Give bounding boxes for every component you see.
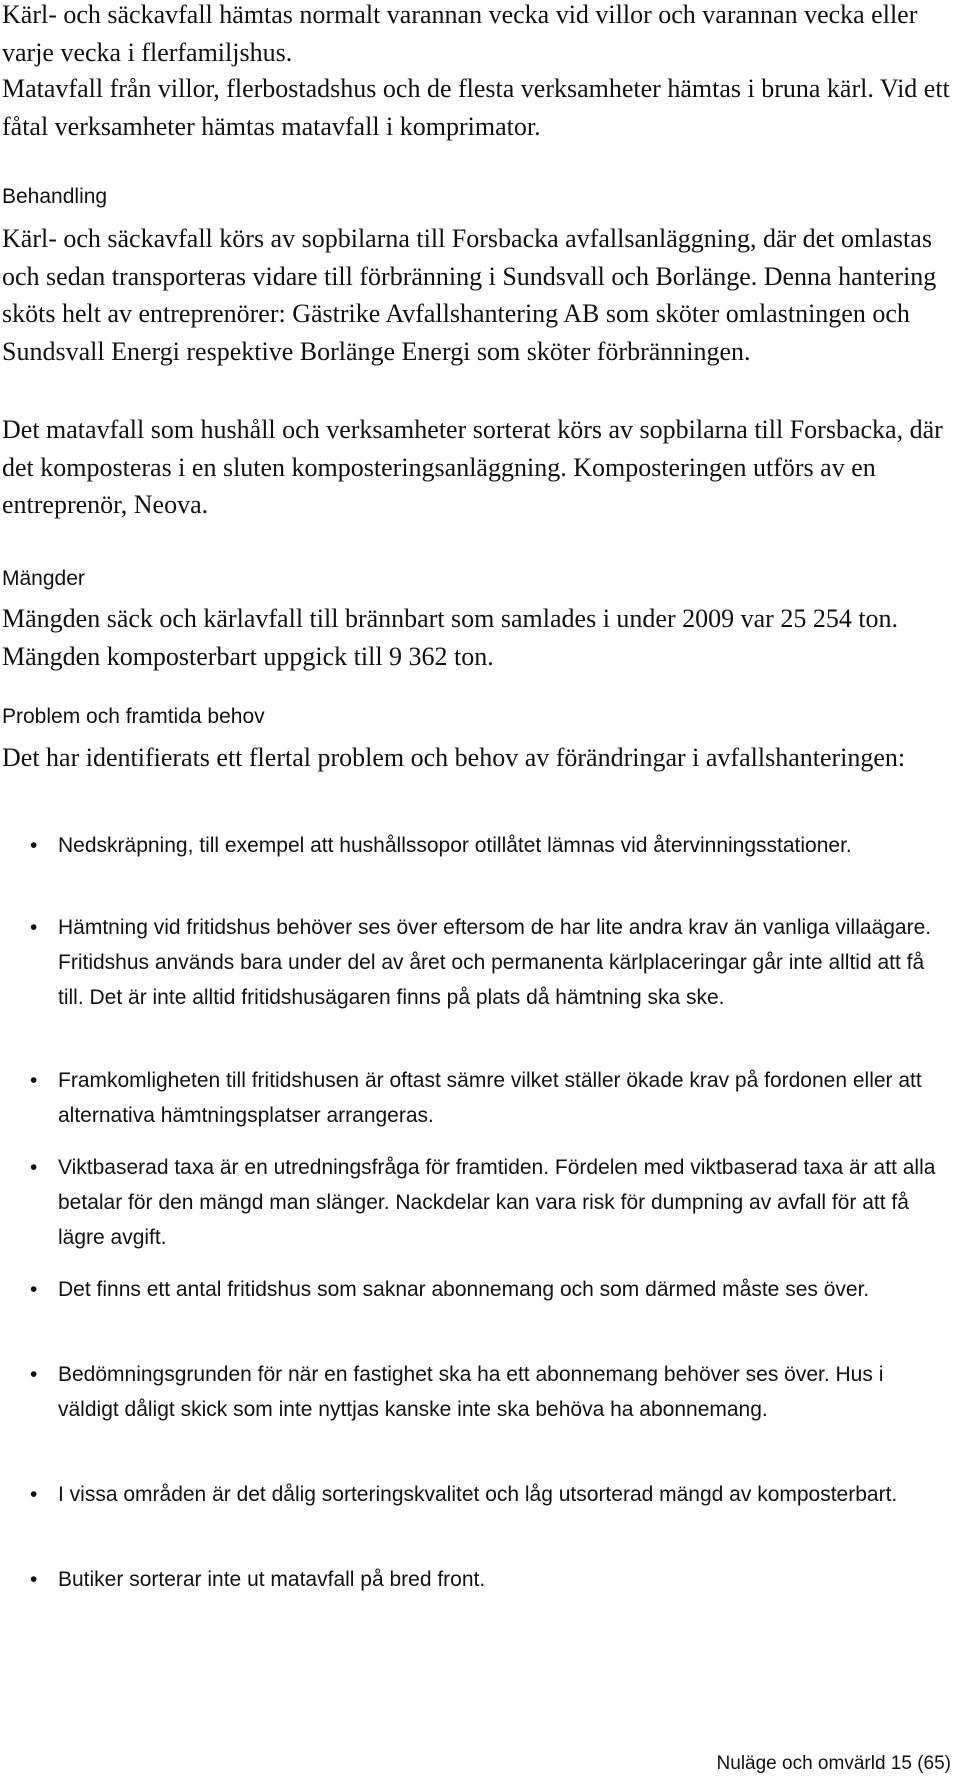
bullet-icon: • xyxy=(30,916,38,939)
list-item-text: I vissa områden är det dålig sorteringskvalitet och låg utsorterad mängd av komposterbart. xyxy=(58,1483,898,1506)
list-item-text: Hämtning vid fritidshus behöver ses över eftersom de har lite andra krav än vanliga villaägare. Fritidshus används bara under del av året och permanenta kärlplaceringar går inte alltid att få till. Det är inte alltid fritidshusägaren finns på plats då hämtning ska ske. xyxy=(58,916,932,1009)
heading-mangder: Mängder xyxy=(2,567,85,590)
heading-behandling: Behandling xyxy=(2,185,108,208)
list-item-text: Bedömningsgrunden för när en fastighet ska ha ett abonnemang behöver ses över. Hus i väldigt dåligt skick som inte nyttjas kanske inte ska behöva ha abonnemang. xyxy=(58,1363,884,1421)
paragraph-composting: Det matavfall som hushåll och verksamheter sorterat körs av sopbilarna till Forsbacka, där det komposteras i en sluten komposteringsanläggning. Komposteringen utförs av en entreprenör, Neova. xyxy=(2,415,943,519)
bullet-icon: • xyxy=(30,1278,38,1301)
bullet-icon: • xyxy=(30,1483,38,1506)
list-item-text: Framkomligheten till fritidshusen är oftast sämre vilket ställer ökade krav på fordonen eller att alternativa hämtningsplatser arrangeras. xyxy=(58,1069,922,1127)
list-item-text: Nedskräpning, till exempel att hushållssopor otillåtet lämnas vid återvinningsstationer. xyxy=(58,834,852,857)
list-item-text: Butiker sorterar inte ut matavfall på bred front. xyxy=(58,1568,486,1591)
paragraph-collection-frequency: Kärl- och säckavfall hämtas normalt varannan vecka vid villor och varannan vecka eller varje vecka i flerfamiljshus. xyxy=(2,0,918,67)
list-item-text: Viktbaserad taxa är en utredningsfråga för framtiden. Fördelen med viktbaserad taxa är att alla betalar för den mängd man slänger. Nackdelar kan vara risk för dumpning av avfall för att få lägre avgift. xyxy=(58,1156,936,1249)
bullet-icon: • xyxy=(30,1156,38,1179)
bullet-icon: • xyxy=(30,1363,38,1386)
bullet-icon: • xyxy=(30,1069,38,1092)
paragraph-problems-intro: Det har identifierats ett flertal problem och behov av förändringar i avfallshanteringen: xyxy=(2,743,906,772)
paragraph-treatment: Kärl- och säckavfall körs av sopbilarna till Forsbacka avfallsanläggning, där det omlastas och sedan transporteras vidare till förbränning i Sundsvall och Borlänge. Denna hantering sköts helt av entreprenörer: Gästrike Avfallshantering AB som sköter omlastningen och Sundsvall Energi respektive Borlänge Energi som sköter förbränningen. xyxy=(2,224,937,366)
paragraph-quantities: Mängden säck och kärlavfall till brännbart som samlades i under 2009 var 25 254 ton. Mängden komposterbart uppgick till 9 362 ton. xyxy=(2,604,899,671)
bullet-icon: • xyxy=(30,1568,38,1591)
list-item-text: Det finns ett antal fritidshus som saknar abonnemang och som därmed måste ses över. xyxy=(58,1278,870,1301)
heading-problem: Problem och framtida behov xyxy=(2,705,265,728)
bullet-icon: • xyxy=(30,834,38,857)
paragraph-food-waste: Matavfall från villor, flerbostadshus och de flesta verksamheter hämtas i bruna kärl. Vid ett fåtal verksamheter hämtas matavfall i komprimator. xyxy=(2,74,950,141)
page-footer: Nuläge och omvärld 15 (65) xyxy=(716,1753,951,1774)
